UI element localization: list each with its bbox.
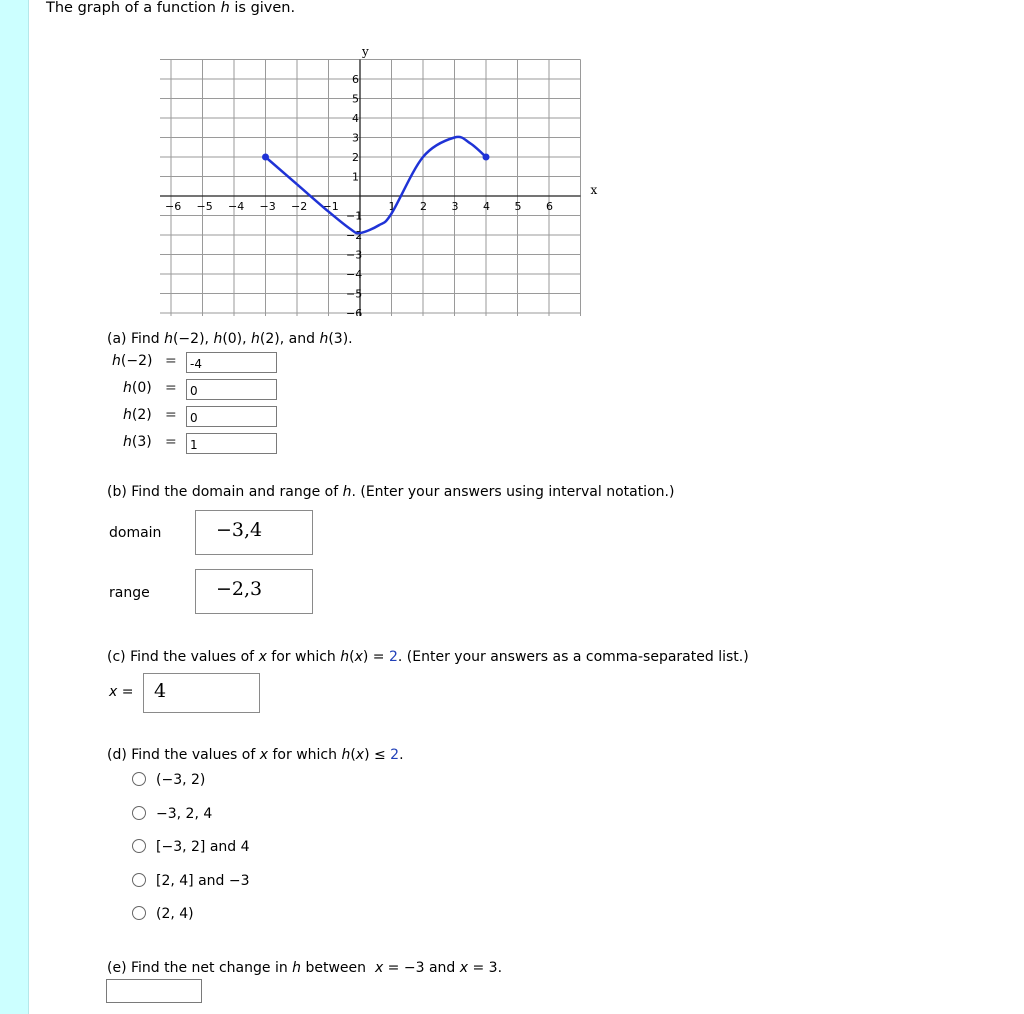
x-tick-label: −6 — [165, 200, 182, 213]
part-d-option-label: [−3, 2] and 4 — [156, 839, 250, 855]
part-a-answer-input[interactable] — [186, 352, 277, 373]
y-axis-label: y — [362, 44, 369, 59]
part-d-option[interactable] — [132, 839, 250, 855]
part-d-option-label: [2, 4] and −3 — [156, 873, 250, 889]
x-tick-label: −3 — [259, 200, 276, 213]
part-d-option-label: (2, 4) — [156, 906, 194, 922]
y-tick-label: 3 — [352, 131, 359, 145]
part-a-equals-sign: = — [165, 434, 177, 450]
x-tick-label: 1 — [388, 200, 396, 213]
domain-label: domain — [109, 525, 162, 541]
x-axis-label: x — [590, 183, 598, 197]
part-a-answer-input[interactable] — [186, 406, 277, 427]
part-d-option-label: −3, 2, 4 — [156, 806, 213, 822]
part-d-option[interactable] — [132, 873, 250, 889]
intro-text-end: is given. — [229, 0, 296, 16]
domain-answer-box[interactable] — [195, 510, 313, 555]
part-a-equals-sign: = — [165, 380, 177, 396]
part-a-answer-input[interactable] — [186, 379, 277, 400]
part-a-equals-sign: = — [165, 407, 177, 423]
part-a-prompt: (a) Find h(−2), h(0), h(2), and h(3). — [107, 331, 353, 347]
curve-endpoint — [483, 154, 490, 161]
x-tick-label: 4 — [483, 200, 490, 213]
x-tick-label: −5 — [196, 200, 213, 213]
x-tick-label: −1 — [322, 200, 339, 213]
x-tick-label: −2 — [291, 200, 308, 213]
y-tick-label: −4 — [346, 268, 363, 281]
radio-button-icon[interactable] — [132, 839, 146, 853]
y-tick-label: −5 — [346, 287, 363, 301]
domain-answer-value: −3,4 — [216, 519, 263, 541]
part-b-prompt: (b) Find the domain and range of h. (Enter your answers using interval notation.) — [107, 484, 675, 500]
part-c-prompt: (c) Find the values of x for which h(x) = 2. (Enter your answers as a comma-separated list.) — [107, 649, 749, 665]
y-tick-label: −6 — [346, 307, 363, 316]
x-tick-label: 3 — [451, 200, 459, 213]
y-tick-label: −1 — [346, 209, 363, 223]
part-d-prompt: (d) Find the values of x for which h(x) ≤ 2. — [107, 747, 404, 763]
range-answer-value: −2,3 — [216, 578, 263, 600]
part-d-option[interactable] — [132, 906, 194, 922]
part-d-option[interactable] — [132, 772, 205, 788]
radio-button-icon[interactable] — [132, 772, 146, 786]
y-tick-label: 4 — [352, 112, 359, 125]
left-margin-strip — [0, 0, 29, 1014]
part-e-prompt: (e) Find the net change in h between x = −3 and x = 3. — [107, 960, 503, 976]
part-a-row-label: h(3) — [123, 434, 152, 450]
part-a-row-label: h(0) — [123, 380, 152, 396]
part-a-row-label: h(2) — [123, 407, 152, 423]
intro-function-name: h — [220, 0, 230, 16]
range-label: range — [109, 585, 150, 601]
x-equals-label: x = — [109, 684, 134, 700]
y-tick-label: 5 — [352, 92, 359, 106]
part-d-option[interactable] — [132, 806, 212, 822]
x-values-answer-box[interactable] — [143, 673, 260, 713]
part-d-option-label: (−3, 2) — [156, 772, 206, 788]
x-tick-label: 2 — [420, 200, 427, 213]
part-a-equals-sign: = — [165, 353, 177, 369]
part-a-answer-input[interactable] — [186, 433, 277, 454]
y-tick-label: −2 — [346, 229, 363, 242]
y-tick-label: −3 — [346, 248, 363, 262]
y-tick-label: 2 — [352, 151, 359, 164]
function-graph — [160, 36, 600, 316]
x-values-answer-value: 4 — [154, 680, 167, 702]
radio-button-icon[interactable] — [132, 906, 146, 920]
radio-button-icon[interactable] — [132, 806, 146, 820]
curve-endpoint — [262, 154, 269, 161]
x-tick-label: −4 — [228, 200, 245, 213]
range-answer-box[interactable] — [195, 569, 313, 614]
radio-button-icon[interactable] — [132, 873, 146, 887]
intro-text: The graph of a function — [46, 0, 221, 16]
x-tick-label: 5 — [514, 200, 522, 213]
y-tick-label: 6 — [352, 73, 359, 86]
x-tick-label: 6 — [546, 200, 553, 213]
net-change-input[interactable] — [106, 979, 202, 1003]
function-curve — [266, 137, 487, 233]
part-a-row-label: h(−2) — [112, 353, 153, 369]
y-tick-label: 1 — [352, 170, 359, 184]
problem-intro — [46, 0, 295, 16]
